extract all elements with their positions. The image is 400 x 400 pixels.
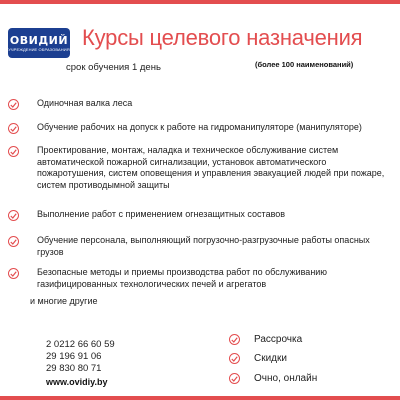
check-circle-icon <box>8 123 19 134</box>
phone-number[interactable]: 29 830 80 71 <box>46 363 102 374</box>
logo-name: ОВИДИЙ <box>9 34 69 47</box>
course-title: Одиночная валка леса <box>37 98 133 108</box>
course-item <box>8 209 393 221</box>
phone-number[interactable]: 2 0212 66 60 59 <box>46 339 115 350</box>
feature-item-format <box>229 372 317 384</box>
check-circle-icon <box>8 146 19 157</box>
course-title: Безопасные методы и приемы производства работ по обслуживанию газифицированных технологических печей и агрегатов <box>37 267 328 289</box>
check-circle-icon <box>8 99 19 110</box>
phone-number[interactable]: 29 196 91 06 <box>46 351 102 362</box>
check-circle-icon <box>229 373 240 384</box>
course-duration: срок обучения 1 день <box>66 62 161 73</box>
feature-label: Скидки <box>254 352 287 364</box>
course-item <box>8 145 393 191</box>
course-title: Обучение рабочих на допуск к работе на гидроманипуляторе (манипуляторе) <box>37 122 362 132</box>
course-item <box>8 267 393 290</box>
feature-item-discounts <box>229 352 287 364</box>
course-item <box>8 235 393 258</box>
check-circle-icon <box>229 353 240 364</box>
course-title: Проектирование, монтаж, наладка и техническое обслуживание систем автоматической пожарной сигнализации, установок автоматического пожаротушения, систем оповещения и управления эвакуацией людей при пожаре, систем противодымной защиты <box>37 145 385 190</box>
phone-list <box>46 339 115 375</box>
ovidiy-logo <box>8 28 70 58</box>
course-title: Выполнение работ с применением огнезащитных составов <box>37 209 286 219</box>
check-circle-icon <box>229 334 240 345</box>
feature-label: Рассрочка <box>254 333 303 345</box>
website-link[interactable]: www.ovidiy.by <box>46 377 108 387</box>
course-count: (более 100 наименований) <box>255 60 354 69</box>
check-circle-icon <box>8 236 19 247</box>
page-title: Курсы целевого назначения <box>82 25 363 50</box>
feature-label: Очно, онлайн <box>254 372 318 384</box>
top-accent-bar <box>0 0 400 4</box>
course-title: Обучение персонала, выполняющий погрузочно-разгрузочные работы опасных грузов <box>37 235 370 257</box>
course-item <box>8 98 393 110</box>
check-circle-icon <box>8 210 19 221</box>
bottom-accent-bar <box>0 396 400 400</box>
check-circle-icon <box>8 268 19 279</box>
feature-item-installment <box>229 333 302 345</box>
more-courses-note: и многие другие <box>30 296 98 306</box>
logo-subtitle: УЧРЕЖДЕНИЕ ОБРАЗОВАНИЯ <box>8 47 70 52</box>
course-item <box>8 122 393 134</box>
